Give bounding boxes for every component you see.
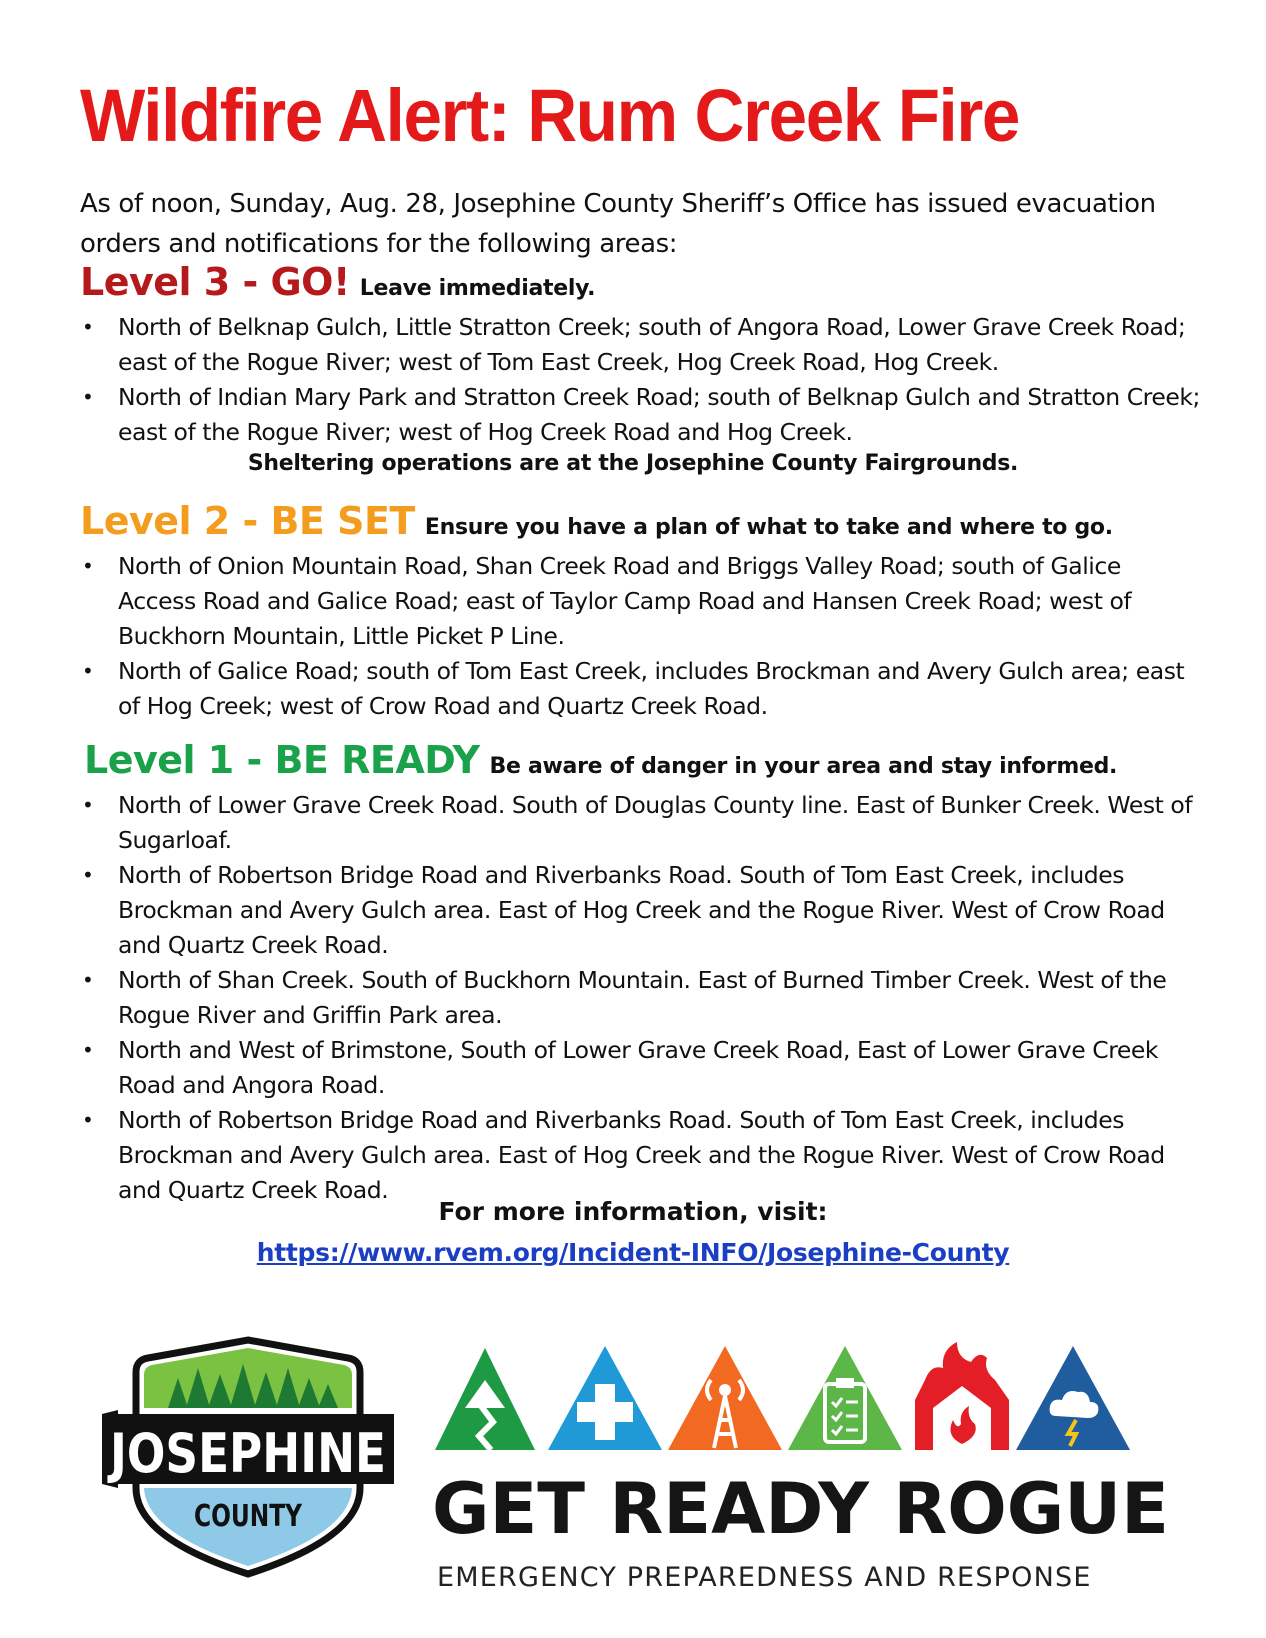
get-ready-rogue-icons: [435, 1340, 1125, 1460]
list-item: • North of Belknap Gulch, Little Stratton Creek; south of Angora Road, Lower Grave Creek Road; east of the Rogue River; west of Tom East Creek, Hog Creek Road, Hog Creek.: [80, 310, 1205, 380]
page-title: Wildfire Alert: Rum Creek Fire: [80, 74, 1019, 157]
level-2-heading: [80, 499, 1113, 543]
josephine-logo-sub: COUNTY: [194, 1499, 303, 1534]
level-1-name: Level 1 - BE READY: [84, 738, 480, 782]
level-1-description: Be aware of danger in your area and stay informed.: [489, 754, 1118, 779]
get-ready-rogue-subtitle: EMERGENCY PREPAREDNESS AND RESPONSE: [437, 1562, 1092, 1593]
more-info-label: For more information, visit:: [438, 1197, 828, 1226]
level-2-name: Level 2 - BE SET: [80, 499, 415, 543]
house-fire-icon: [915, 1342, 1009, 1450]
sheltering-note: Sheltering operations are at the Josephine County Fairgrounds.: [247, 451, 1019, 476]
level-3-list: [80, 310, 1205, 450]
level-2-list: [80, 549, 1205, 724]
radio-tower-icon: [668, 1346, 782, 1450]
list-item: • North of Robertson Bridge Road and Riverbanks Road. South of Tom East Creek, includes Brockman and Avery Gulch area. East of Hog Creek and the Rogue River. West of Crow Road and Quartz Creek Road.: [80, 858, 1205, 963]
storm-icon: [1016, 1346, 1130, 1450]
checklist-icon: [788, 1346, 902, 1450]
list-item: • North of Onion Mountain Road, Shan Creek Road and Briggs Valley Road; south of Galice Access Road and Galice Road; east of Taylor Camp Road and Hansen Creek Road; west of Buckhorn Mountain, Little Picket P Line.: [80, 549, 1205, 654]
medical-cross-icon: [548, 1346, 662, 1450]
list-item: • North of Robertson Bridge Road and Riverbanks Road. South of Tom East Creek, includes Brockman and Avery Gulch area. East of Hog Creek and the Rogue River. West of Crow Road and Quartz Creek Road.: [80, 1103, 1205, 1208]
level-3-name: Level 3 - GO!: [80, 260, 350, 304]
level-3-description: Leave immediately.: [359, 276, 596, 301]
list-item: • North of Shan Creek. South of Buckhorn Mountain. East of Burned Timber Creek. West of the Rogue River and Griffin Park area.: [80, 963, 1205, 1033]
list-item: • North of Galice Road; south of Tom East Creek, includes Brockman and Avery Gulch area; east of Hog Creek; west of Crow Road and Quartz Creek Road.: [80, 654, 1205, 724]
level-2-description: Ensure you have a plan of what to take and where to go.: [424, 515, 1113, 540]
level-3-heading: [80, 260, 595, 304]
josephine-county-logo: [98, 1338, 398, 1578]
list-item: • North of Indian Mary Park and Stratton Creek Road; south of Belknap Gulch and Stratton Creek; east of the Rogue River; west of Hog Creek Road and Hog Creek.: [80, 380, 1205, 450]
josephine-county-shield-logo: [98, 1338, 398, 1578]
list-item: • North and West of Brimstone, South of Lower Grave Creek Road, East of Lower Grave Creek Road and Angora Road.: [80, 1033, 1205, 1103]
get-ready-rogue-title: GET READY ROGUE: [432, 1468, 1169, 1550]
list-item: • North of Lower Grave Creek Road. South of Douglas County line. East of Bunker Creek. West of Sugarloaf.: [80, 788, 1205, 858]
landslide-icon: [435, 1348, 535, 1450]
level-1-heading: [84, 738, 1117, 782]
intro-paragraph: As of noon, Sunday, Aug. 28, Josephine County Sheriff’s Office has issued evacuation orders and notifications for the following areas:: [80, 189, 1156, 259]
level-1-list: [80, 788, 1205, 1208]
josephine-logo-name: JOSEPHINE: [106, 1422, 386, 1485]
info-link[interactable]: https://www.rvem.org/Incident-INFO/Josephine-County: [256, 1238, 1010, 1267]
